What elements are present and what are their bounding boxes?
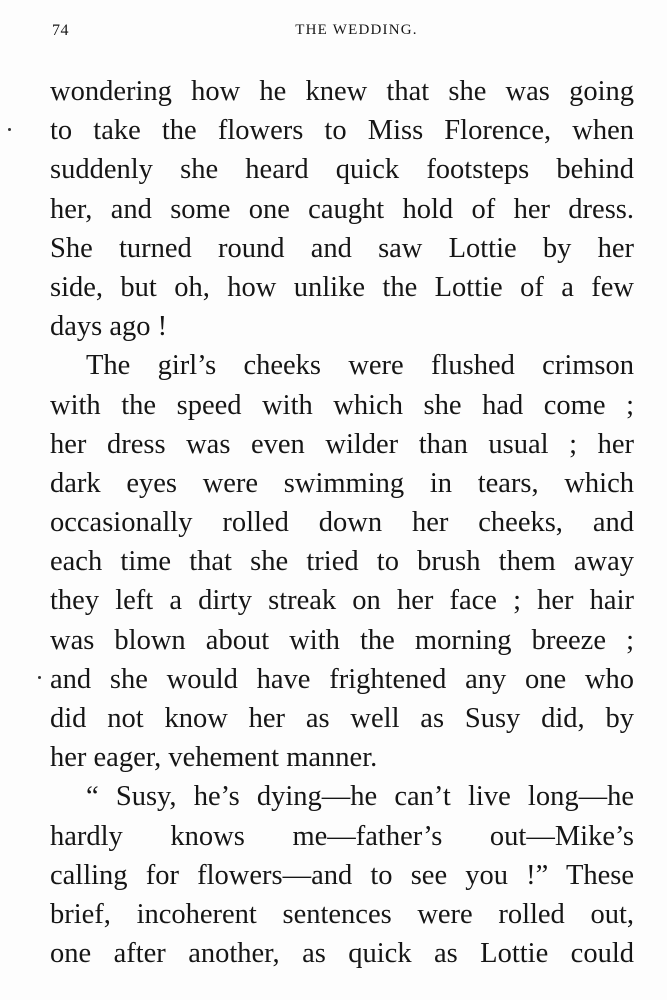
text-line: brief, incoherent sentences were rolled out, xyxy=(50,898,634,930)
text-line: wondering how he knew that she was going xyxy=(50,76,634,107)
paragraph-start-line: “ Susy, he’s dying—he can’t live long—he xyxy=(86,781,634,813)
text-line: dark eyes were swimming in tears, which xyxy=(50,467,634,499)
text-line: She turned round and saw Lottie by her xyxy=(50,232,634,264)
paragraph-start-line: The girl’s cheeks were flushed crimson xyxy=(86,350,634,382)
page-number: 74 xyxy=(52,22,69,39)
text-line: calling for flowers—and to see you !” These xyxy=(50,859,634,891)
text-line: and she would have frightened any one who xyxy=(50,663,634,695)
paper-speck xyxy=(38,676,41,679)
text-line: was blown about with the morning breeze ; xyxy=(50,624,634,656)
text-line: they left a dirty streak on her face ; her hair xyxy=(50,585,634,617)
text-line: each time that she tried to brush them away xyxy=(50,546,634,578)
text-line: suddenly she heard quick footsteps behind xyxy=(50,154,634,186)
text-line: occasionally rolled down her cheeks, and xyxy=(50,507,634,539)
text-line: her, and some one caught hold of her dress. xyxy=(50,193,634,225)
page-header xyxy=(52,22,631,46)
text-line: days ago ! xyxy=(50,311,168,343)
text-line: her dress was even wilder than usual ; her xyxy=(50,428,634,460)
text-line: with the speed with which she had come ; xyxy=(50,389,634,421)
text-line: her eager, vehement manner. xyxy=(50,742,378,774)
text-line: hardly knows me—father’s out—Mike’s xyxy=(50,820,634,852)
body-text xyxy=(50,72,634,973)
text-line: side, but oh, how unlike the Lottie of a few xyxy=(50,271,634,303)
text-line: did not know her as well as Susy did, by xyxy=(50,703,634,734)
text-line: to take the flowers to Miss Florence, when xyxy=(50,115,634,147)
paper-speck xyxy=(8,128,11,131)
running-head: THE WEDDING. xyxy=(295,22,418,38)
text-line: one after another, as quick as Lottie could xyxy=(50,938,634,970)
